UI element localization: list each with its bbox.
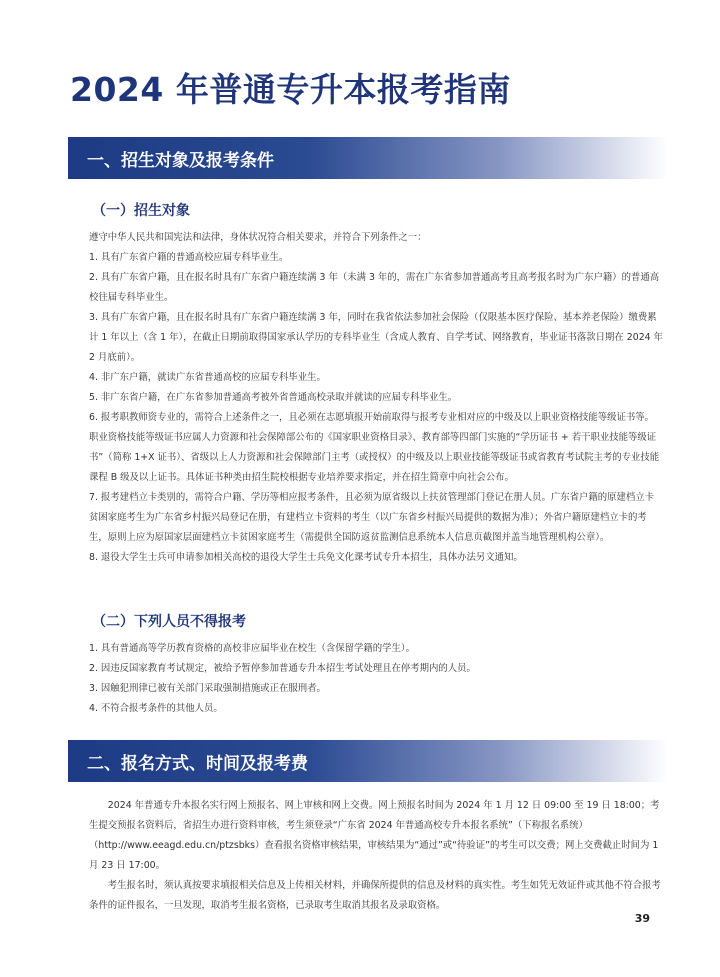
sub-heading-eligible: （一）招生对象 bbox=[92, 203, 190, 219]
list-item: 4. 不符合报考条件的其他人员。 bbox=[89, 703, 223, 714]
list-item: 4. 非广东户籍，就读广东省普通高校的应届专科毕业生。 bbox=[89, 372, 326, 383]
section-heading-2: 二、报名方式、时间及报考费 bbox=[68, 740, 668, 782]
list-item: 2. 具有广东省户籍，且在报名时具有广东省户籍连续满 3 年（未满 3 年的，需在广东省参加普通高考且高考报名时为广东户籍）的普通高校往届专科毕业生。 bbox=[89, 272, 660, 303]
list-item: 3. 因触犯刑律已被有关部门采取强制措施或正在服刑者。 bbox=[89, 683, 326, 694]
eligibility-text bbox=[89, 228, 663, 568]
list-item: 1. 具有广东省户籍的普通高校应届专科毕业生。 bbox=[89, 252, 289, 263]
paragraph: 2024 年普通专升本报名实行网上预报名、网上审核和网上交费。网上预报名时间为 2024 年 1 月 12 日 09:00 至 19 日 18:00；考生提交预报名资料后，省招生办进行资料审核，考生须登录“广东省 2024 年普通高校专升本报名系统”（下称报名系统）（http://www.eeagd.edu.cn/ptzsbks）查看报名资格审核结果，审核结果为“通过”或“待验证”的考生可以交费；网上交费截止时间为 1 月 23 日 17:00。 bbox=[89, 800, 660, 871]
page-number: 39 bbox=[634, 912, 650, 925]
paragraph: 遵守中华人民共和国宪法和法律，身体状况符合相关要求，并符合下列条件之一： bbox=[89, 232, 427, 243]
list-item: 1. 具有普通高等学历教育资格的高校非应届毕业在校生（含保留学籍的学生）。 bbox=[89, 643, 415, 654]
list-item: 3. 具有广东省户籍，且在报名时具有广东省户籍连续满 3 年，同时在我省依法参加社会保险（仅限基本医疗保险、基本养老保险）缴费累计 1 年以上（含 1 年），在截止日期前取得国家承认学历的专科毕业生（含成人教育、自学考试、网络教育，毕业证书落款日期在 2024 年 2 月底前）。 bbox=[89, 312, 663, 363]
list-item: 8. 退役大学生士兵可申请参加相关高校的退役大学生士兵免文化课考试专升本招生，具体办法另文通知。 bbox=[89, 552, 523, 563]
page-title: 2024 年普通专升本报考指南 bbox=[70, 70, 511, 109]
list-item: 5. 非广东省户籍，在广东省参加普通高考被外省普通高校录取并就读的应届专科毕业生。 bbox=[89, 392, 458, 403]
list-item: 6. 报考职教师资专业的，需符合上述条件之一，且必须在志愿填报开始前取得与报考专业相对应的中级及以上职业资格技能等级证书等。职业资格技能等级证书应属人力资源和社会保障部公布的《国家职业资格目录》、教育部等四部门实施的“学历证书 + 若干职业技能等级证书”（简称 1+X 证书）、省级以上人力资源和社会保障部门主考（或授权）的中级及以上职业技能等级证书或省教育考试院主考的专业技能课程 B 级及以上证书。具体证书种类由招生院校根据专业培养要求指定，并在招生简章中向社会公布。 bbox=[89, 412, 660, 483]
registration-text bbox=[89, 796, 663, 916]
paragraph: 考生报名时，须认真按要求填报相关信息及上传相关材料，并确保所提供的信息及材料的真实性。考生如凭无效证件或其他不符合报考条件的证件报名，一旦发现，取消考生报名资格，已录取考生取消其报名及录取资格。 bbox=[89, 880, 661, 911]
list-item: 2. 因违反国家教育考试规定，被给予暂停参加普通专升本招生考试处理且在停考期内的人员。 bbox=[89, 663, 476, 674]
list-item: 7. 报考建档立卡类别的，需符合户籍、学历等相应报考条件，且必须为原省级以上扶贫管理部门登记在册人员。广东省户籍的原建档立卡贫困家庭考生为广东省乡村振兴局登记在册，有建档立卡资料的考生（以广东省乡村振兴局提供的数据为准）；外省户籍原建档立卡的考生，原则上应为原国家层面建档立卡贫困家庭考生（需提供全国防返贫监测信息系统本人信息页截图并盖当地管理机构公章）。 bbox=[89, 492, 655, 543]
ineligible-text bbox=[89, 639, 663, 719]
section-heading-1: 一、招生对象及报考条件 bbox=[68, 137, 668, 179]
sub-heading-ineligible: （二）下列人员不得报考 bbox=[92, 614, 246, 630]
